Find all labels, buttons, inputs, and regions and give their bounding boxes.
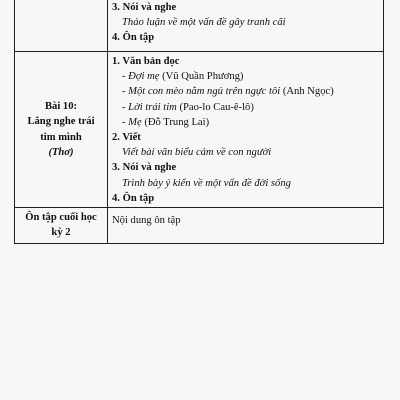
reading-item: - Một con mèo nằm ngủ trên ngực tôi (Anh Ngọc) [122, 86, 334, 98]
syllabus-table [14, 0, 384, 244]
content-cell [108, 0, 384, 52]
section-line: Trình bày ý kiến về một vấn đề đời sống [122, 177, 291, 189]
lesson-title: Ôn tập cuối học kỳ 2 [25, 212, 97, 239]
reading-item: - Lời trái tim (Pao-lo Cau-ê-lô) [122, 101, 254, 113]
table-row [15, 208, 384, 244]
section-heading: 1. Văn bản đọc [112, 56, 180, 67]
lesson-cell [15, 208, 108, 244]
table-row [15, 0, 384, 52]
lesson-subtitle: Lắng nghe trái tim mình [27, 116, 95, 143]
section-heading: 4. Ôn tập [112, 32, 155, 44]
section-heading: 2. Viết [112, 132, 141, 144]
section-heading: 4. Ôn tập [112, 192, 155, 204]
lesson-genre: (Thơ) [48, 146, 74, 158]
lesson-cell [15, 52, 108, 208]
reading-item: - Đợi mẹ (Vũ Quần Phương) [122, 71, 244, 83]
section-line: Nội dung ôn tập [112, 215, 181, 227]
lesson-cell-empty [15, 0, 108, 52]
content-cell [108, 208, 384, 244]
section-line: Viết bài văn biểu cảm về con người [122, 147, 272, 159]
section-heading: 3. Nói và nghe [112, 162, 177, 174]
lesson-title: Bài 10: [44, 101, 78, 113]
content-cell [108, 52, 384, 208]
section-line: Thảo luận về một vấn đề gây tranh cãi [122, 17, 286, 29]
table-row [15, 52, 384, 208]
reading-item: - Mẹ (Đỗ Trung Lai) [122, 116, 210, 128]
section-heading: 3. Nói và nghe [112, 2, 177, 13]
